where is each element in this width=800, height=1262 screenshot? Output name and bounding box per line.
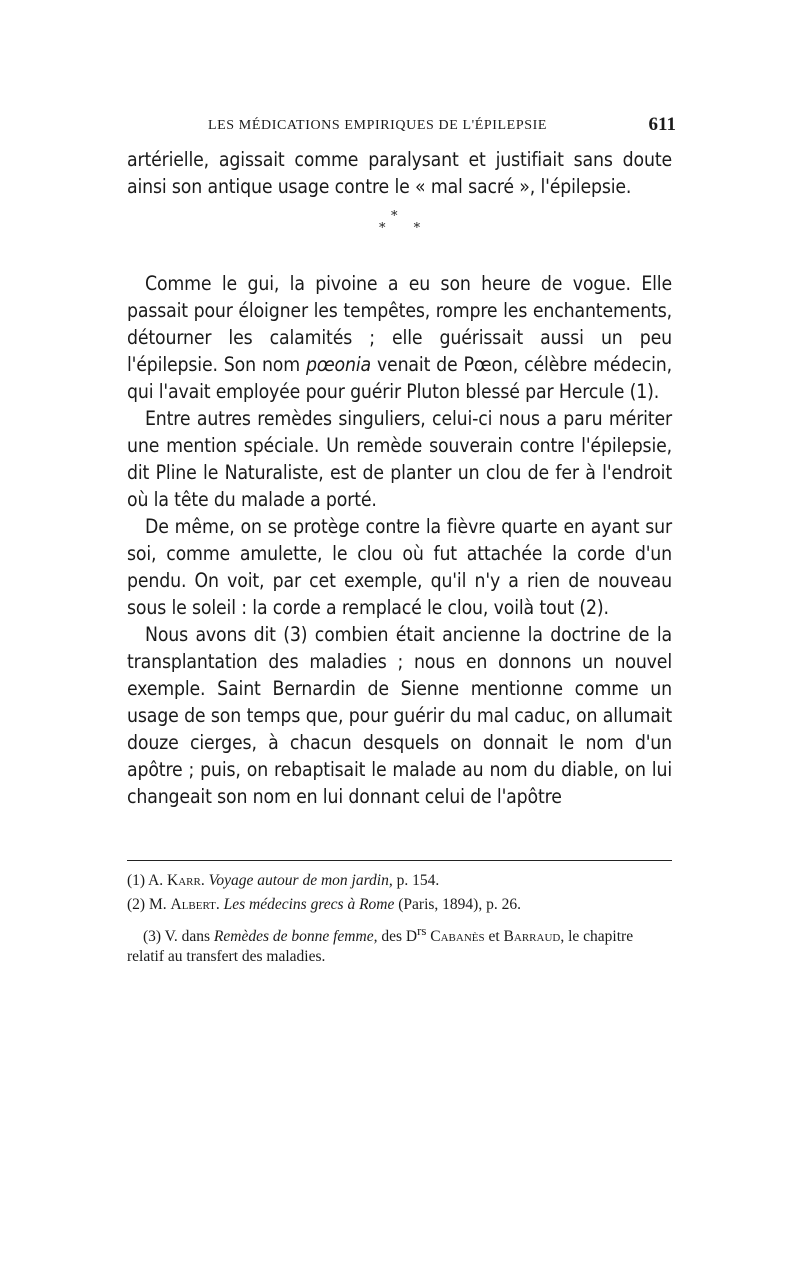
footnote-1-number: (1) xyxy=(127,872,146,889)
asterism-bottom-stars: * * xyxy=(379,221,433,236)
paragraph-1: artérielle, agissait comme paralysant et justifiait sans doute ainsi son antique usage contre le « mal sacré », l'épilepsie. xyxy=(127,148,672,198)
asterism-top-star: * xyxy=(391,209,398,224)
footnote-1-author: Karr. xyxy=(167,872,205,889)
footnote-3-prefix: V. dans xyxy=(161,928,214,946)
book-page xyxy=(127,112,676,967)
footnote-1 xyxy=(127,869,672,893)
footnote-rule xyxy=(127,860,672,861)
main-text xyxy=(127,146,672,810)
footnotes xyxy=(127,869,672,967)
footnote-3-title: Remèdes de bonne femme, xyxy=(213,928,378,946)
paragraph-5: Nous avons dit (3) combien était ancienne la doctrine de la transplantation des maladies ; nous en donnons un nouvel exemple. Saint Bernardin de Sienne mentionne comme un usage de son temps que, pour guérir du mal caduc, on allumait douze cierges, à chacun desquels on donnait le nom d'un apôtre ; puis, on rebaptisait le malade au nom du diable, on lui changeait son nom en lui donnant celui de l'apôtre xyxy=(127,623,672,808)
footnote-3-mid: des D xyxy=(377,928,418,946)
footnote-3-author-1: Cabanès xyxy=(426,928,485,946)
footnote-3-author-2: Barraud, xyxy=(503,928,565,946)
footnote-1-prefix: A. xyxy=(145,872,168,889)
footnote-3-sup: rs xyxy=(417,923,427,938)
footnote-1-title: Voyage autour de mon jardin, xyxy=(204,872,393,889)
footnote-2-title: Les médecins grecs à Rome xyxy=(219,896,395,913)
footnote-1-rest: p. 154. xyxy=(392,872,440,889)
footnote-3 xyxy=(127,921,672,967)
footnote-2 xyxy=(127,893,672,917)
footnote-2-author: Albert. xyxy=(170,896,220,913)
footnote-2-rest: (Paris, 1894), p. 26. xyxy=(394,896,521,913)
running-header xyxy=(127,112,676,146)
paragraph-2 xyxy=(127,270,672,405)
footnote-2-number: (2) xyxy=(127,896,146,913)
paragraph-2-text-b: venait de Pœon, célèbre médecin, qui l'avait employée pour guérir Pluton blessé par Hercule (1). xyxy=(127,353,673,403)
paragraph-4: De même, on se protège contre la fièvre quarte en ayant sur soi, comme amulette, le clou où fut attachée la corde d'un pendu. On voit, par cet exemple, qu'il n'y a rien de nouveau sous le soleil : la corde a remplacé le clou, voilà tout (2). xyxy=(127,515,672,619)
footnote-2-prefix: M. xyxy=(145,896,171,913)
footnote-3-number: (3) xyxy=(143,928,162,946)
footnote-3-rest: le chapitre relatif au transfert des maladies. xyxy=(127,928,634,966)
page-number: 611 xyxy=(648,114,676,135)
running-title: LES MÉDICATIONS EMPIRIQUES DE L'ÉPILEPSIE xyxy=(208,118,548,133)
paragraph-2-text-a: Comme le gui, la pivoine a eu son heure de vogue. Elle passait pour éloigner les tempêtes, rompre les enchantements, détourner les calamités ; elle guérissait aussi un peu l'épilepsie. Son nom xyxy=(127,272,672,376)
section-asterism xyxy=(127,200,672,270)
paragraph-2-italic: pœonia xyxy=(305,353,371,376)
paragraph-3: Entre autres remèdes singuliers, celui-ci nous a paru mériter une mention spéciale. Un remède souverain contre l'épilepsie, dit Pline le Naturaliste, est de planter un clou de fer à l'endroit où la tête du malade a porté. xyxy=(127,407,672,511)
footnote-3-and: et xyxy=(484,928,504,946)
